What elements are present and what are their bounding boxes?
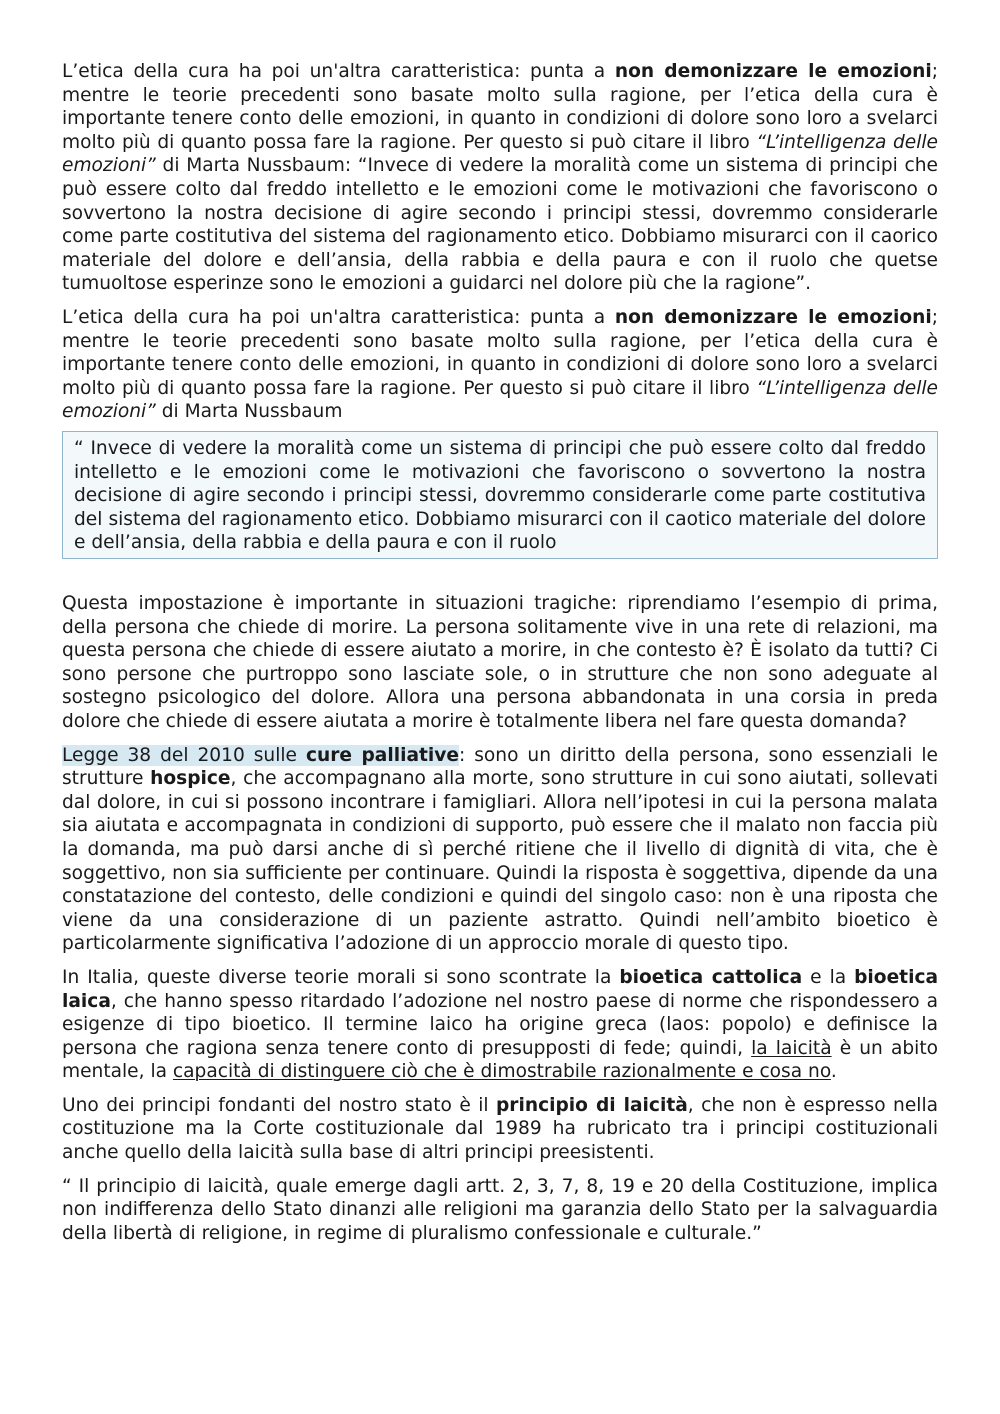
bold-secular-bioethics: bioetica laica (62, 966, 939, 1012)
bold-phrase: non demonizzare le emozioni (614, 61, 932, 82)
bold-catholic-bioethics: bioetica cattolica (619, 966, 803, 988)
body-text (62, 592, 938, 1255)
paragraph-bioethics: In Italia, queste diverse teorie morali si sono scontrate la bioetica cattolica e la bioetica laica, che hanno spesso ritardado l’adozione nel nostro paese di norme che rispondessero a esigenze di tipo bioetico. Il termine laico ha origine greca (laos: popolo) e definisce la persona che ragiona senza tenere conto di presupposti di fede; quindi, la laicità è un abito mentale, la capacità di distinguere ciò che è dimostrabile razionalmente e cosa no. (62, 966, 939, 1083)
paragraph-ethics-of-care-repeat: L’etica della cura ha poi un'altra caratteristica: punta a non demonizzare le emozioni; mentre le teorie precedenti sono basate molto sulla ragione, per l’etica della cura è importante tenere conto delle emozioni, in quanto in condizioni di dolore sono loro a svelarci molto più di quanto possa fare la ragione. Per questo si può citare il libro “L’intelligenza delle emozioni” di Marta Nussbaum (62, 306, 938, 423)
paragraph-court-quote: “ Il principio di laicità, quale emerge dagli artt. 2, 3, 7, 8, 19 e 20 della Costituzione, implica non indifferenza dello Stato dinanzi alle religioni ma garanzia dello Stato per la salvaguardia della libertà di religione, in regime di pluralismo confessionale e culturale.” (62, 1175, 938, 1244)
paragraph-ethics-of-care: L’etica della cura ha poi un'altra caratteristica: punta a non demonizzare le emozioni; mentre le teorie precedenti sono basate molto sulla ragione, per l’etica della cura è importante tenere conto delle emozioni, in quanto in condizioni di dolore sono loro a svelarci molto più di quanto possa fare la ragione. Per questo si può citare il libro “L’intelligenza delle emozioni” di Marta Nussbaum: “Invece di vedere la moralità come un sistema di principi che può essere colto dal freddo intelletto e le emozioni come le motivazioni che favoriscono o sovvertono la nostra decisione di agire secondo i principi stessi, dovremmo considerarle come parte costitutiva del sistema del ragionamento etico. Dobbiamo misurarci con il caorico materiale del dolore e dell’ansia, della rabbia e della paura e con il ruolo che quetse tumuoltose esperinze sono le emozioni a guidarci nel dolore più che la ragione”. (62, 61, 938, 295)
paragraph-tragic-situations: Questa impostazione è importante in situazioni tragiche: riprendiamo l’esempio di prima, della persona che chiede di morire. La persona solitamente vive in una rete di relazioni, ma questa persona che chiede di essere aiutato a morire, in che contesto è? È isolato da tutti? Ci sono persone che purtroppo sono lasciate sole, o in strutture che non sono adeguate al sostegno psicologico del dolore. Allora una persona abbandonata in una corsia in preda dolore che chiede di essere aiutata a morire è totalmente libera nel fare questa domanda? (62, 593, 938, 732)
book-title: “L’intelligenza delle emozioni” (62, 377, 938, 423)
quote-text: “ Invece di vedere la moralità come un sistema di principi che può essere colto dal freddo intelletto e le emozioni come le motivazioni che favoriscono o sovvertono la nostra decisione di agire secondo i principi stessi, dovremmo considerarle come parte costitutiva del sistema del ragionamento etico. Dobbiamo misurarci con il caotico materiale del dolore e dell’ansia, della rabbia e della paura e con il ruolo (74, 438, 926, 554)
quote-box (62, 431, 938, 559)
underlined-definition: capacità di distinguere ciò che è dimostrabile razionalmente e cosa no (172, 1061, 831, 1083)
bold-principle: principio di laicità (496, 1094, 688, 1116)
bold-phrase: non demonizzare le emozioni (614, 306, 932, 328)
book-title: “L’intelligenza delle emozioni” (62, 131, 938, 177)
paragraph-palliative-care: Legge 38 del 2010 sulle cure palliative: sono un diritto della persona, sono essenziali le strutture hospice, che accompagnano alla morte, sono strutture in cui sono aiutati, sollevati dal dolore, in cui si possono incontrare i famigliari. Allora nell’ipotesi in cui la persona malata sia aiutata e accompagnata in condizioni di supporto, può essere che il malato non faccia più la domanda, ma può darsi anche di sì perché ritiene che il livello di dignità di vita, che è soggettivo, non sia sufficiente per continuare. Quindi la risposta è soggettiva, dipende da una constatazione del contesto, delle condizioni e quindi del singolo caso: non è una riposta che viene da una considerazione di un paziente astratto. Quindi nell’ambito bioetico è particolarmente significativa l’adozione di un approccio morale di questo tipo. (62, 744, 938, 955)
bold-hospice: hospice (150, 768, 231, 790)
highlighted-law: Legge 38 del 2010 sulle cure palliative (62, 744, 460, 766)
underlined-laicita: la laicità (751, 1037, 832, 1059)
document-page (62, 60, 939, 1244)
paragraph-principle-of-laicity: Uno dei principi fondanti del nostro stato è il principio di laicità, che non è espresso nella costituzione ma la Corte costituzionale dal 1989 ha rubricato tra i principi costituzionali anche quello della laicità sulla base di altri principi preesistenti. (62, 1094, 939, 1164)
